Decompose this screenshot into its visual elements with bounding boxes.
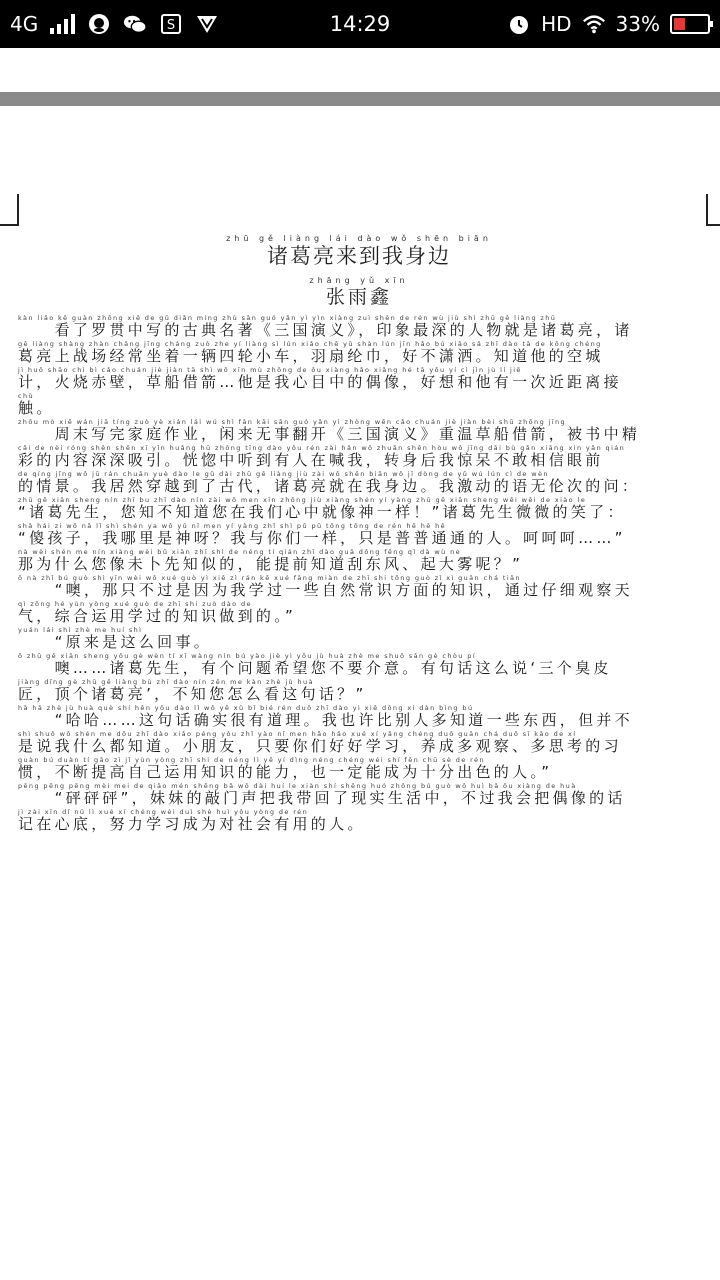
- text-line: [18, 444, 700, 470]
- line-pinyin: gě liàng shàng zhàn chǎng jīng cháng zuò zhe yí liàng sì lún xiǎo chē yǔ shàn lún jīn hǎo bú xiāo sǎ zhī dào tā de kōng chéng: [18, 340, 602, 348]
- text-line: [18, 730, 700, 756]
- text-line: [18, 392, 700, 418]
- line-text: “哈哈……这句话确实很有道理。我也许比别人多知道一些东西，但并不: [18, 712, 633, 729]
- line-text: 计，火烧赤壁，草船借箭…他是我心目中的偶像，好想和他有一次近距离接: [18, 374, 622, 391]
- body-text: [18, 314, 700, 834]
- text-line: [18, 600, 700, 626]
- line-pinyin: jiàng dǐng gè zhū gě liàng bù zhī dào nín zěn me kàn zhè jù huà: [18, 678, 314, 686]
- document-content: [18, 234, 700, 834]
- line-text: 看了罗贯中写的古典名著《三国演义》，印象最深的人物就是诸葛亮，诸: [18, 322, 633, 339]
- line-text: “噢，那只不过是因为我学过一些自然常识方面的知识，通过仔细观察天: [18, 582, 633, 599]
- hd-label: HD: [541, 12, 572, 36]
- line-text: 惯，不断提高自己运用知识的能力，也一定能成为十分出色的人。”: [18, 764, 553, 781]
- author-pinyin: zhāng yǔ xīn: [309, 276, 409, 285]
- status-bar-clock: 14:29: [329, 12, 391, 36]
- status-bar-right: [507, 0, 710, 48]
- battery-icon: [670, 14, 710, 34]
- line-pinyin: shǎ hái zi wǒ nǎ lǐ shì shén ya wǒ yǔ nǐ men yí yàng zhǐ shì pǔ pǔ tōng tōng de rén hē hē hē: [18, 522, 447, 530]
- line-pinyin: chù: [18, 392, 35, 400]
- line-pinyin: hā hā zhè jù huà què shí hěn yǒu dào lǐ wǒ yě xǔ bǐ bié rén duō zhī dào yì xiē dōng xi dàn bìng bú: [18, 704, 474, 712]
- alarm-icon: [507, 12, 531, 36]
- line-text: 气，综合运用学过的知识做到的。”: [18, 608, 297, 625]
- wifi-icon: [582, 12, 606, 36]
- text-line: [18, 756, 700, 782]
- svg-text:S: S: [167, 18, 176, 33]
- line-text: 葛亮上战场经常坐着一辆四轮小车，羽扇纶巾，好不潇洒。知道他的空城: [18, 348, 604, 365]
- line-pinyin: nà wèi shén me nín xiàng wèi bǔ xiān zhī shì de néng tí qián zhī dào guā dōng fēng qǐ dà wù ne: [18, 548, 462, 556]
- line-pinyin: guàn bú duàn tí gāo zì jǐ yùn yòng zhī shi de néng lì yě yí dìng néng chéng wéi shí fēn chū sè de rén: [18, 756, 485, 764]
- text-line: [18, 314, 700, 340]
- line-pinyin: de qíng jǐng wǒ jū rán chuān yuè dào le gǔ dài zhū gě liàng jiù zài wǒ shēn biān wǒ jī dòng de yǔ wú lún cì de wèn: [18, 470, 549, 478]
- text-line: [18, 574, 700, 600]
- line-pinyin: kàn liǎo kě guàn zhōng xiě de gǔ diǎn míng zhù sān guó yǎn yì yìn xiàng zuì shēn de rén wù jiù shì zhū gě liàng zhū: [18, 314, 557, 322]
- line-text: 匠，顶个诸葛亮’，不知您怎么看这句话？”: [18, 686, 367, 703]
- line-pinyin: zhū gě xiān sheng nín zhī bu zhī dào nín zài wǒ men xīn zhōng jiù xiàng shén yí yàng zhū gě xiān sheng wēi wēi de xiào le: [18, 496, 587, 504]
- line-text: 是说我什么都知道。小朋友，只要你们好好学习，养成多观察、多思考的习: [18, 738, 622, 755]
- line-pinyin: jì huǒ shāo chì bì cǎo chuán jiè jiàn tā shì wǒ xīn mù zhōng de ǒu xiàng hǎo xiǎng hé tā yǒu yí cì jìn jù lí jiē: [18, 366, 522, 374]
- text-line: [18, 678, 700, 704]
- line-pinyin: ō nà zhǐ bú guò shì yīn wèi wǒ xué guò yì xiē zì rán kē xué fāng miàn de zhī shi tōng guò zǐ xì guān chá tiān: [18, 574, 521, 582]
- title-pinyin: zhū gě liàng lái dào wǒ shēn biān: [226, 234, 492, 243]
- document-title: 诸葛亮来到我身边: [267, 244, 451, 268]
- battery-level-fill: [674, 18, 685, 30]
- line-text: 触。: [18, 400, 55, 417]
- line-pinyin: yuán lái shì zhè me huí shì: [18, 626, 143, 634]
- line-pinyin: qì zōng hé yùn yòng xué guò de zhī shi zuò dào de: [18, 600, 252, 608]
- text-line: [18, 470, 700, 496]
- crop-mark-left: [0, 194, 19, 226]
- document-page[interactable]: [0, 106, 720, 1280]
- line-pinyin: pēng pēng pēng mèi mei de qiāo mén shēng bǎ wǒ dài huí le xiàn shí shēng huó zhōng bú guò wǒ huì bǎ ǒu xiàng de huà: [18, 782, 577, 790]
- text-line: [18, 808, 700, 834]
- text-line: [18, 366, 700, 392]
- crop-mark-right: [706, 194, 720, 226]
- text-line: [18, 418, 700, 444]
- text-line: [18, 704, 700, 730]
- battery-percent: 33%: [615, 12, 660, 36]
- text-line: [18, 782, 700, 808]
- line-text: 彩的内容深深吸引。恍惚中听到有人在喊我，转身后我惊呆不敢相信眼前: [18, 452, 604, 469]
- line-text: “诸葛先生，您知不知道您在我们心中就像神一样！”诸葛先生微微的笑了：: [18, 504, 626, 521]
- line-text: “傻孩子，我哪里是神呀？我与你们一样，只是普普通通的人。呵呵呵……”: [18, 530, 626, 547]
- text-line: [18, 626, 700, 652]
- line-text: “原来是这么回事。: [18, 634, 213, 651]
- app-toolbar: [0, 48, 720, 92]
- line-text: 周末写完家庭作业，闲来无事翻开《三国演义》重温草船借箭，被书中精: [18, 426, 641, 443]
- line-pinyin: ō zhū gě xiān sheng yǒu gè wèn tí xī wàng nín bú yào jiè yì yǒu jù huà zhè me shuō sān gè chòu pí: [18, 652, 477, 660]
- title-block: [18, 234, 700, 308]
- line-pinyin: shì shuō wǒ shén me dōu zhī dào xiǎo péng yǒu zhǐ yào nǐ men hǎo hǎo xué xí yǎng chéng duō guān chá duō sī kǎo de xí: [18, 730, 577, 738]
- text-line: [18, 340, 700, 366]
- line-text: 那为什么您像未卜先知似的，能提前知道刮东风、起大雾呢？”: [18, 556, 524, 573]
- text-line: [18, 496, 700, 522]
- text-line: [18, 548, 700, 574]
- line-text: 的情景。我居然穿越到了古代，诸葛亮就在我身边。我激动的语无伦次的问：: [18, 478, 641, 495]
- line-pinyin: jì zài xīn dǐ nǔ lì xué xí chéng wéi duì shè huì yǒu yòng de rén: [18, 808, 309, 816]
- document-author: 张雨鑫: [325, 286, 392, 308]
- text-line: [18, 652, 700, 678]
- toolbar-divider: [0, 92, 720, 106]
- status-bar: [0, 0, 720, 48]
- line-pinyin: zhōu mò xiě wán jiā tíng zuò yè xián lái wú shì fān kāi sān guó yǎn yì zhòng wēn cǎo chuán jiè jiàn bèi shū zhōng jīng: [18, 418, 567, 426]
- line-text: “砰砰砰”，妹妹的敲门声把我带回了现实生活中，不过我会把偶像的话: [18, 790, 626, 807]
- line-text: 噢……诸葛先生，有个问题希望您不要介意。有句话这么说‘三个臭皮: [18, 660, 612, 677]
- text-line: [18, 522, 700, 548]
- line-pinyin: cǎi de nèi róng shēn shēn xī yǐn huǎng hū zhōng tīng dào yǒu rén zài hǎn wǒ zhuǎn shēn hòu wǒ jīng dāi bù gǎn xiāng xìn yǎn qián: [18, 444, 626, 452]
- line-text: 记在心底，努力学习成为对社会有用的人。: [18, 816, 366, 833]
- network-type-label: 4G: [10, 12, 39, 36]
